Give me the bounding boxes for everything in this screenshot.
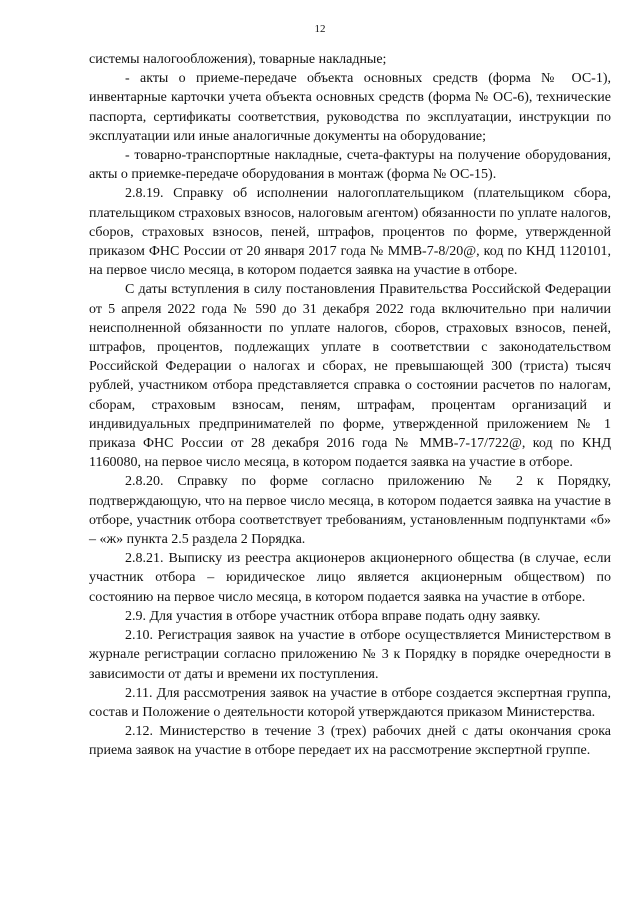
paragraph-resolution-590: С даты вступления в силу постановления Правительства Российской Федерации от 5 апреля 2022 года № 590 до 31 декабря 2022 года включительно при наличии неисполненной обязанности по уплате налогов, сборов, страховых взносов, пеней, штрафов, процентов, подлежащих уплате в соответствии с законодательством Российской Федерации о налогах и сборах, не превышающей 300 (триста) тысяч рублей, участником отбора представляется справка о состоянии расчетов по налогам, сборам, страховым взносам, пеням, штрафам, процентам организаций и индивидуальных предпринимателей по форме, утвержденной приложением № 1 приказа ФНС России от 28 декабря 2016 года № ММВ-7-17/722@, код по КНД 1160080, на первое число месяца, в котором подается заявка на участие в отборе. (89, 282, 611, 471)
paragraph-2-9: 2.9. Для участия в отборе участник отбора вправе подать одну заявку. (125, 608, 541, 624)
paragraph-2-8-19: 2.8.19. Справку об исполнении налогоплательщиком (плательщиком сбора, плательщиком страховых взносов, налоговым агентом) обязанности по уплате налогов, сборов, страховых взносов, пеней, штрафов, процентов по форме, утвержденной приказом ФНС России от 20 января 2017 года № ММВ-7-8/20@, код по КНД 1120101, на первое число месяца, в котором подается заявка на участие в отборе. (89, 186, 611, 279)
paragraph-2-12: 2.12. Министерство в течение 3 (трех) рабочих дней с даты окончания срока приема заявок на участие в отборе передает их на рассмотрение экспертной группе. (89, 724, 611, 759)
paragraph-asset-acts: - акты о приеме-передаче объекта основных средств (форма № ОС-1), инвентарные карточки учета объекта основных средств (форма № ОС-6), технические паспорта, сертификаты соответствия, руководства по эксплуатации, инструкции по эксплуатации или иные аналогичные документы на оборудование; (89, 71, 611, 144)
document-body (89, 50, 611, 761)
paragraph-transport-invoices: - товарно-транспортные накладные, счета-фактуры на получение оборудования, акты о приемке-передаче оборудования в монтаж (форма № ОС-15). (89, 148, 611, 183)
paragraph-2-8-20: 2.8.20. Справку по форме согласно приложению № 2 к Порядку, подтверждающую, что на первое число месяца, в котором подается заявка на участие в отборе, участник отбора соответствует требованиям, установленным подпунктами «б» – «ж» пункта 2.5 раздела 2 Порядка. (89, 474, 611, 548)
page-number: 12 (314, 23, 326, 35)
paragraph-tax-system-continuation: системы налогообложения), товарные накладные; (89, 52, 387, 67)
paragraph-2-8-21: 2.8.21. Выписку из реестра акционеров акционерного общества (в случае, если участник отбора – юридическое лицо является акционерным обществом) по состоянию на первое число месяца, в котором подается заявка на участие в отборе. (89, 551, 611, 605)
paragraph-2-11: 2.11. Для рассмотрения заявок на участие в отборе создается экспертная группа, состав и Положение о деятельности которой утверждаются приказом Министерства. (89, 685, 611, 720)
paragraph-2-10: 2.10. Регистрация заявок на участие в отборе осуществляется Министерством в журнале регистрации согласно приложению № 3 к Порядку в порядке очередности в зависимости от даты и времени их поступления. (89, 628, 611, 682)
